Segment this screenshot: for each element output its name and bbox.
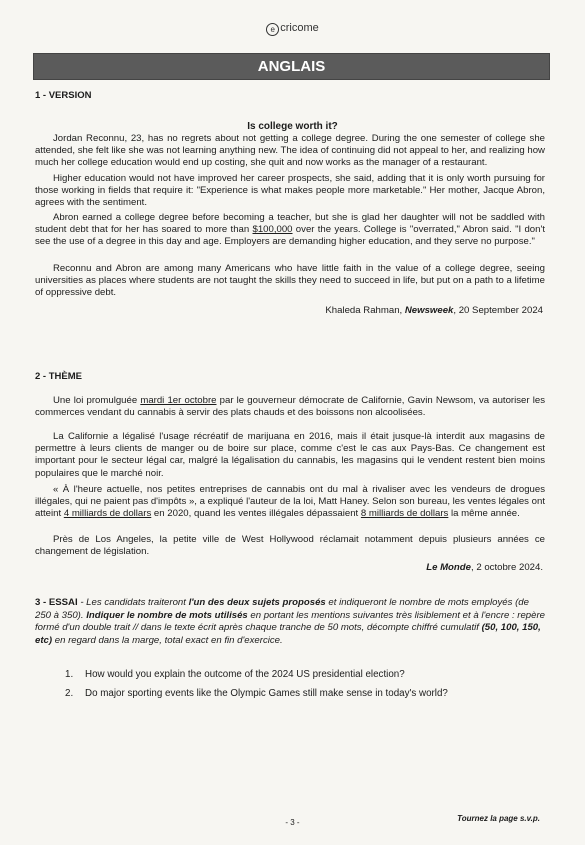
essay-text-5: en portant les mentions suivantes très lisiblement et à l'encre : repère formé d'un double trait // dans le texte écrit après chaque tranche de 50 mots, décompte chiffré cumulatif <box>35 609 546 633</box>
theme-p1-part1: Une loi promulguée <box>53 395 141 406</box>
version-source-publication: Newsweek <box>404 305 454 316</box>
essay-text-1: - Les candidats traiteront <box>77 597 189 608</box>
version-heading: 1 - VERSION <box>35 90 92 101</box>
essay-question-2 <box>65 688 448 699</box>
question-number: 2. <box>65 688 74 699</box>
theme-p3-part2: en 2020, quand les ventes illégales dépassaient <box>151 508 361 520</box>
version-title: Is college worth it? <box>247 121 338 132</box>
question-text: How would you explain the outcome of the 2024 US presidential election? <box>85 669 405 680</box>
version-paragraph-2: Higher education would not have improved her career prospects, she said, adding that it is only worth pursuing for those working in fields that require it: "Experience is what makes people more marketable." Her mother, Jacque Abron, agrees with the sentiment. <box>35 173 545 209</box>
theme-paragraph-1 <box>35 395 545 419</box>
theme-paragraph-4: Près de Los Angeles, la petite ville de West Hollywood réclamait notamment depuis plusieurs années ce changement de législation. <box>35 534 545 558</box>
theme-p3-part3: la même année. <box>448 508 520 520</box>
theme-source-date: , 2 octobre 2024. <box>470 562 543 573</box>
version-source-author: Khaleda Rahman, <box>325 305 405 316</box>
page-number: - 3 - <box>285 818 300 827</box>
version-paragraph-3 <box>35 212 545 249</box>
essay-text-6: (50, 100, 150, etc) <box>35 622 541 646</box>
essay-text-3: et indiqueront le nombre de mots employés (de 250 à 350). <box>35 597 529 621</box>
theme-paragraph-2: La Californie a légalisé l'usage récréatif de marijuana en 2016, mais il était jusque-là interdit aux magasins de permettre à leurs clients de manger ou de boire sur place, comme c'est le cas aux Pays-Bas. Ce changement est important pour le secteur légal car, malgré la légalisation du cannabis, les magasins qui le vendent restent bien moins populaires que le marché noir. <box>35 431 545 479</box>
turn-page-note: Tournez la page s.v.p. <box>457 814 540 823</box>
theme-paragraph-3 <box>35 484 545 521</box>
logo-e-mark: e <box>266 23 279 36</box>
theme-p1-date: mardi 1er octobre <box>140 395 217 406</box>
version-p3-part2: over the years. College is "overrated," Abron said. "I don't see the use of a degree in this day and age. Employers are demanding higher education, and they serve no purpose." <box>35 224 545 248</box>
ecricome-logo <box>0 22 585 36</box>
theme-source-publication: Le Monde <box>426 562 471 573</box>
subject-banner: ANGLAIS <box>33 53 550 80</box>
essay-question-1 <box>65 669 405 680</box>
version-paragraph-1: Jordan Reconnu, 23, has no regrets about not getting a college degree. During the one semester of college she attended, she felt like she was not learning anything new. The idea of continuing did not appeal to her, and realizing how much her college education would end up costing, she quit and now works as the manager of a restaurant. <box>35 133 545 169</box>
essay-heading: 3 - ESSAI <box>35 597 78 608</box>
theme-p3-amount-legal: 4 milliards de dollars <box>63 508 152 520</box>
theme-source <box>426 562 543 573</box>
essay-text-2: l'un des deux sujets proposés <box>188 597 326 608</box>
essay-instructions <box>35 597 547 647</box>
version-source-date: , 20 September 2024 <box>453 305 543 316</box>
question-number: 1. <box>65 669 74 680</box>
version-p3-part1: Abron earned a college degree before becoming a teacher, but she is glad her daughter will not be saddled with student debt that for her has soared to more than <box>35 212 545 236</box>
essay-text-4: Indiquer le nombre de mots utilisés <box>86 609 248 621</box>
logo-text: cricome <box>280 22 319 34</box>
version-p3-amount: $100,000 <box>252 224 293 236</box>
essay-text-7: en regard dans la marge, total exact en fin d'exercice. <box>52 634 283 646</box>
theme-p3-amount-illegal: 8 milliards de dollars <box>360 508 449 520</box>
theme-p3-part1: « À l'heure actuelle, nos petites entreprises de cannabis ont du mal à rivaliser avec les vendeurs de drogues illégales, qui ne paient pas d'impôts », a expliqué l'auteur de la loi, Matt Haney. Selon son bureau, les ventes légales ont atteint <box>35 484 545 520</box>
version-paragraph-4: Reconnu and Abron are among many Americans who have little faith in the value of a college degree, seeing universities as places where students are not taught the skills they need to succeed in life, but put on a path to a lifetime of oppressive debt. <box>35 263 545 299</box>
theme-p1-part2: par le gouverneur démocrate de Californie, Gavin Newsom, va autoriser les commerces vendant du cannabis à servir des plats chauds et des boissons non alcoolisées. <box>35 395 545 419</box>
question-text: Do major sporting events like the Olympic Games still make sense in today's world? <box>85 688 448 699</box>
version-source <box>325 305 543 316</box>
theme-heading: 2 - THÈME <box>35 371 82 382</box>
